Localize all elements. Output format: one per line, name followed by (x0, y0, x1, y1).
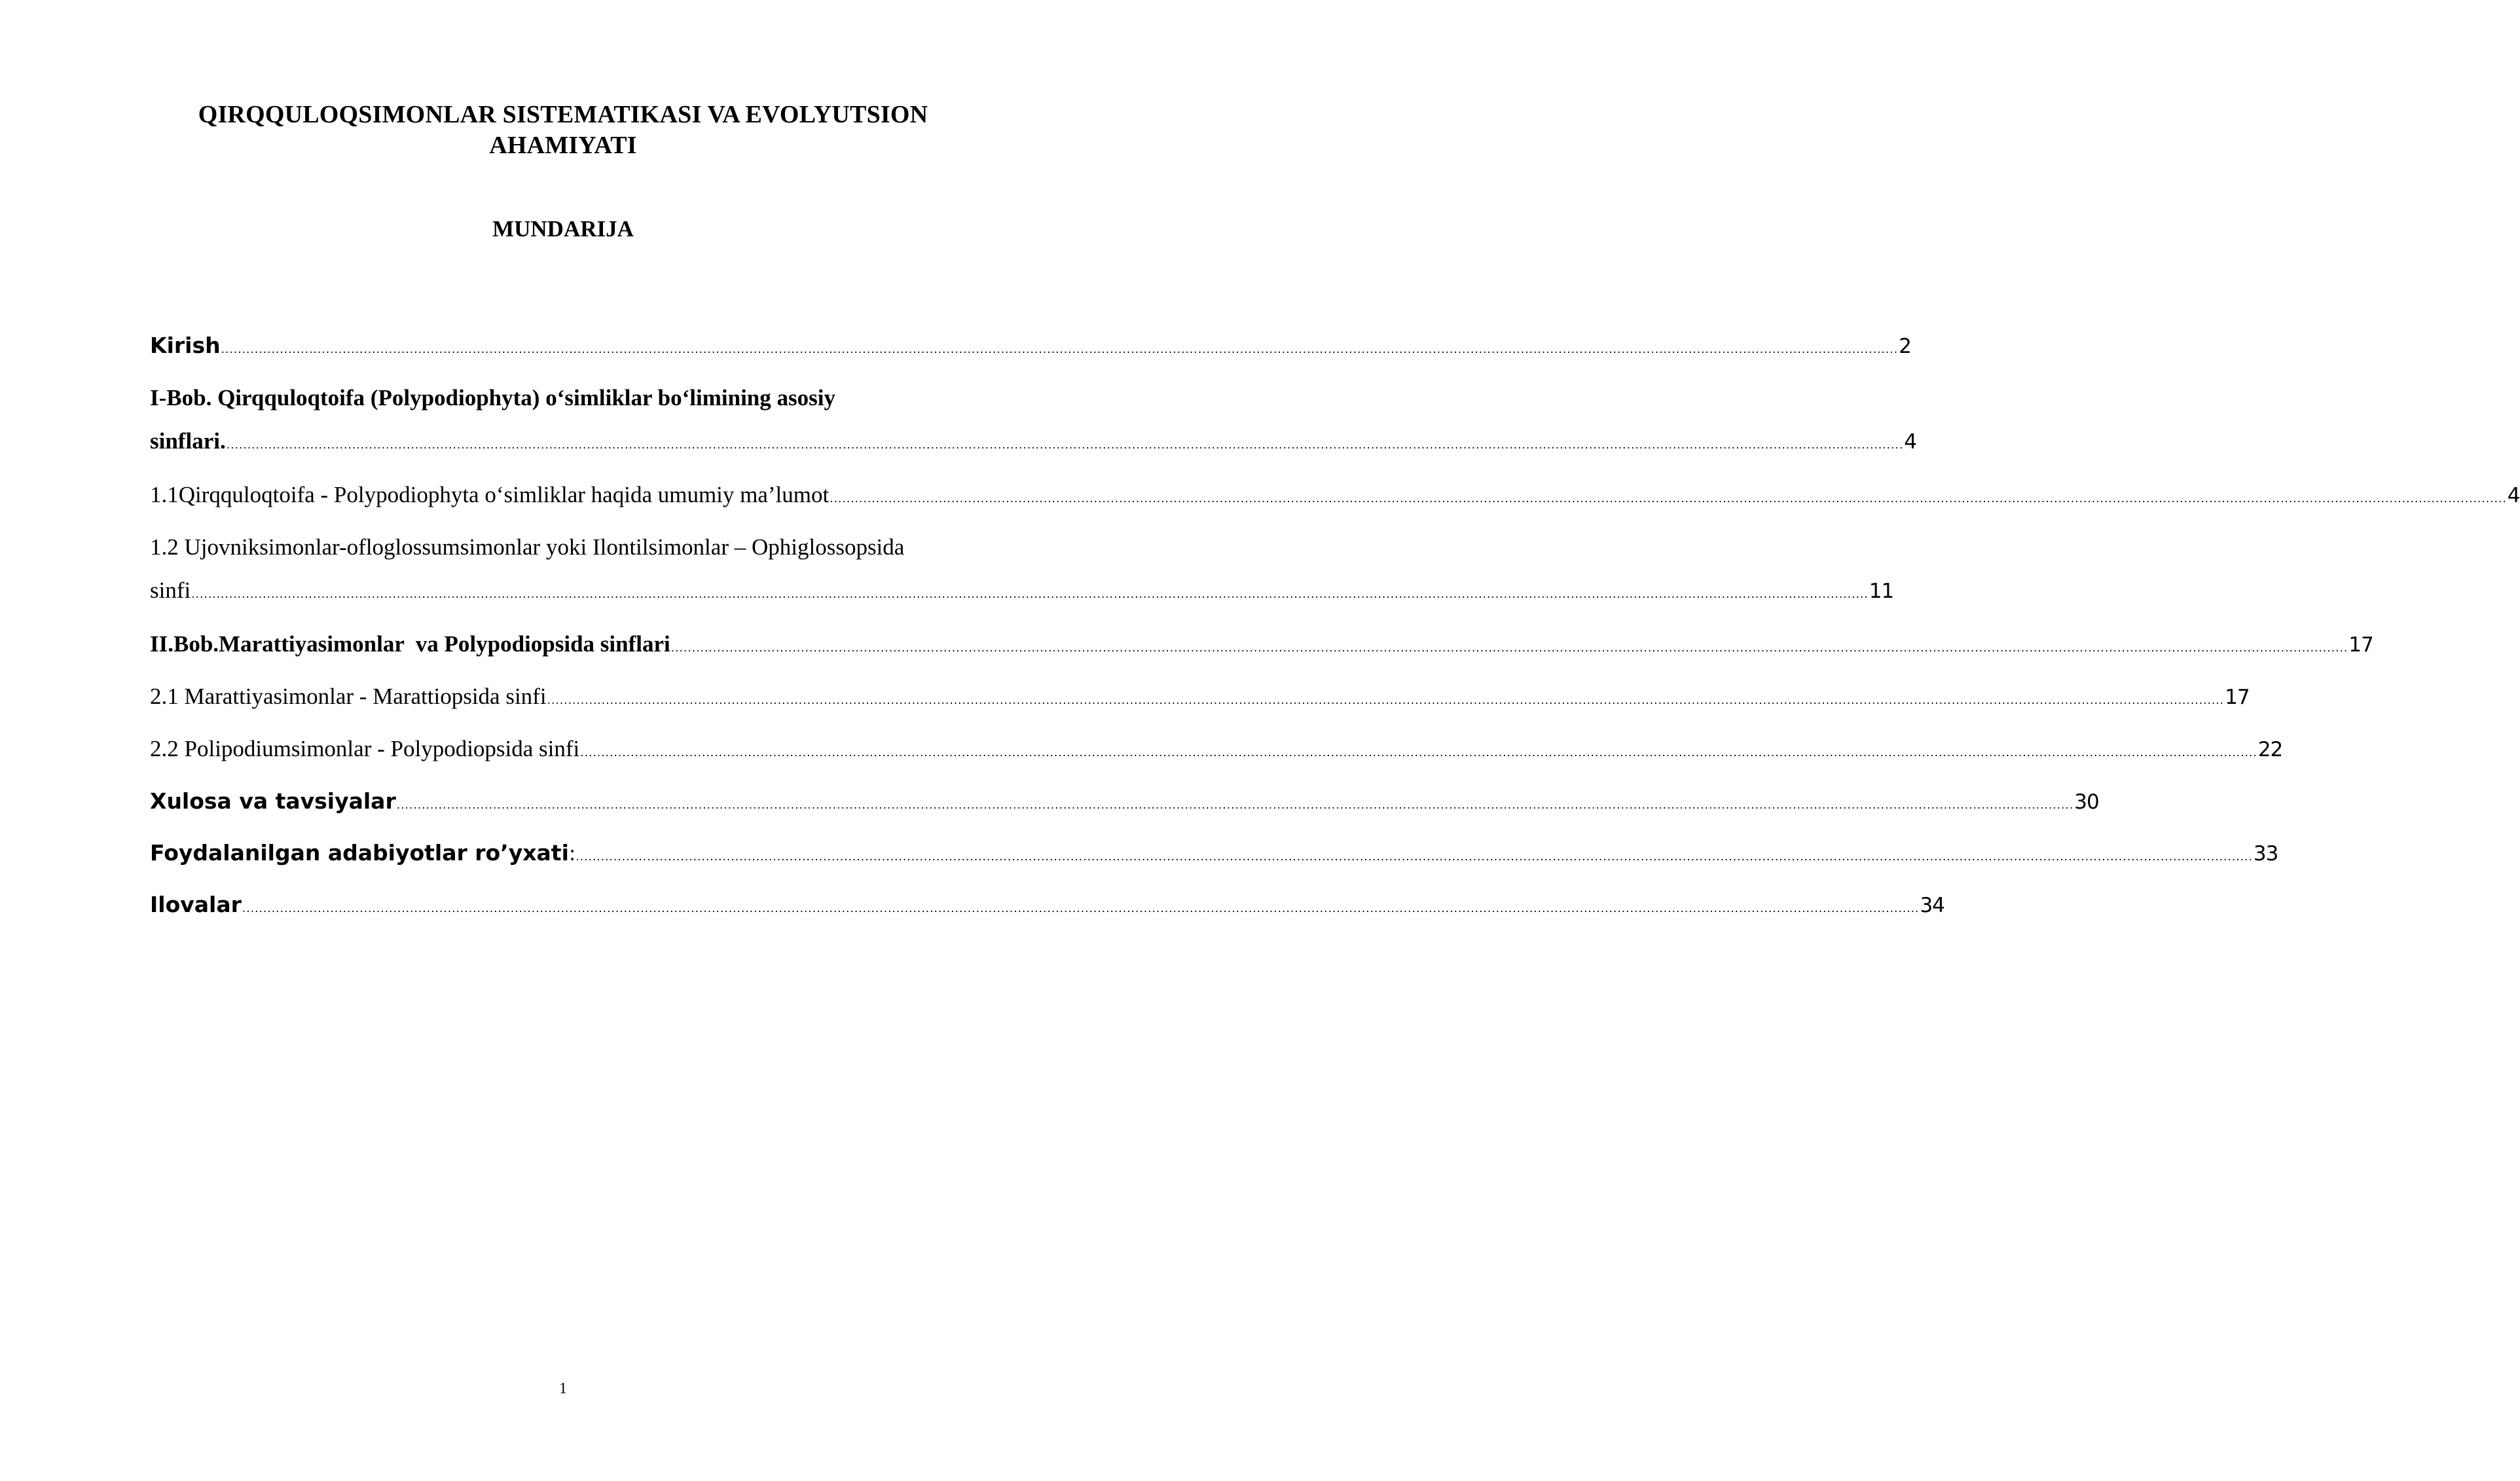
toc-entry-page: 2 (1899, 335, 1911, 358)
toc-entry-kirish[interactable] (150, 331, 1911, 360)
dot-leader: ................................................................................................................................................................................................................................................................................................................................................................................................................ (830, 492, 2507, 505)
toc-entry-1-2-line1[interactable]: 1.2 Ujovniksimonlar-ofloglossumsimonlar yoki Ilontilsimonlar – Ophiglossopsida (150, 534, 905, 560)
toc-entry-references[interactable] (150, 839, 2278, 868)
toc-entry-label: 2.1 Marattiyasimonlar - Marattiopsida sinfi (150, 684, 547, 709)
toc-entry-conclusion[interactable] (150, 787, 2099, 816)
toc-entry-2-2[interactable] (150, 735, 2283, 763)
toc-entry-page: 30 (2074, 790, 2099, 814)
toc-entry-1-1[interactable] (150, 481, 2520, 509)
toc-entry-page: 4 (2507, 484, 2520, 507)
toc-entry-label: Foydalanilgan adabiyotlar ro’yxati (150, 840, 569, 866)
dot-leader: ................................................................................................................................................................................................................................................................................................................................................................................................................ (575, 850, 2253, 864)
dot-leader: ................................................................................................................................................................................................................................................................................................................................................................................................................ (396, 799, 2074, 812)
toc-entry-page: 22 (2257, 738, 2283, 761)
toc-entry-suffix: : (568, 842, 575, 866)
toc-entry-page: 17 (2225, 686, 2250, 709)
toc-entry-page: 33 (2253, 842, 2278, 866)
toc-entry-number: 1.1 (150, 482, 179, 507)
toc-entry-chapter1-line1[interactable]: I-Bob. Qirqquloqtoifa (Polypodiophyta) o‘simliklar bo‘limining asosiy (150, 385, 835, 411)
dot-leader: ................................................................................................................................................................................................................................................................................................................................................................................................................ (191, 588, 1869, 601)
toc-entry-label: sinfi (150, 577, 191, 603)
dot-leader: ................................................................................................................................................................................................................................................................................................................................................................................................................ (670, 642, 2348, 655)
toc-entry-1-2[interactable] (150, 576, 1894, 605)
dot-leader: ................................................................................................................................................................................................................................................................................................................................................................................................................ (547, 694, 2225, 707)
toc-entry-page: 4 (1904, 430, 1916, 454)
toc-entry-label: II.Bob.Marattiyasimonlar va Polypodiopsida sinflari (150, 631, 670, 657)
dot-leader: ................................................................................................................................................................................................................................................................................................................................................................................................................ (226, 439, 1904, 452)
toc-entry-label: sinflari. (150, 428, 226, 454)
toc-entry-2-1[interactable] (150, 682, 2250, 711)
page-number: 1 (559, 1380, 567, 1397)
toc-entry-appendices[interactable] (150, 890, 1945, 919)
toc-entry-label: Qirqquloqtoifa - Polypodiophyta o‘simliklar haqida umumiy ma’lumot (178, 482, 830, 507)
toc-entry-page: 17 (2348, 633, 2373, 657)
dot-leader: ................................................................................................................................................................................................................................................................................................................................................................................................................ (242, 902, 1920, 915)
toc-entry-page: 11 (1869, 579, 1894, 603)
toc-entry-chapter2[interactable] (150, 630, 2373, 659)
contents-heading: MUNDARIJA (492, 216, 634, 242)
toc-entry-page: 34 (1920, 894, 1945, 917)
dot-leader: ................................................................................................................................................................................................................................................................................................................................................................................................................ (580, 746, 2257, 759)
toc-entry-label: 2.2 Polipodiumsimonlar - Polypodiopsida sinfi (150, 736, 580, 761)
dot-leader: ................................................................................................................................................................................................................................................................................................................................................................................................................ (221, 343, 1899, 356)
toc-entry-label: Ilovalar (150, 892, 242, 917)
toc-entry-chapter1[interactable] (150, 427, 1916, 456)
toc-entry-label: Xulosa va tavsiyalar (150, 788, 396, 814)
toc-entry-label: Kirish (150, 333, 221, 358)
document-title: QIRQQULOQSIMONLAR SISTEMATIKASI VA EVOLYUTSION AHAMIYATI (198, 101, 928, 159)
